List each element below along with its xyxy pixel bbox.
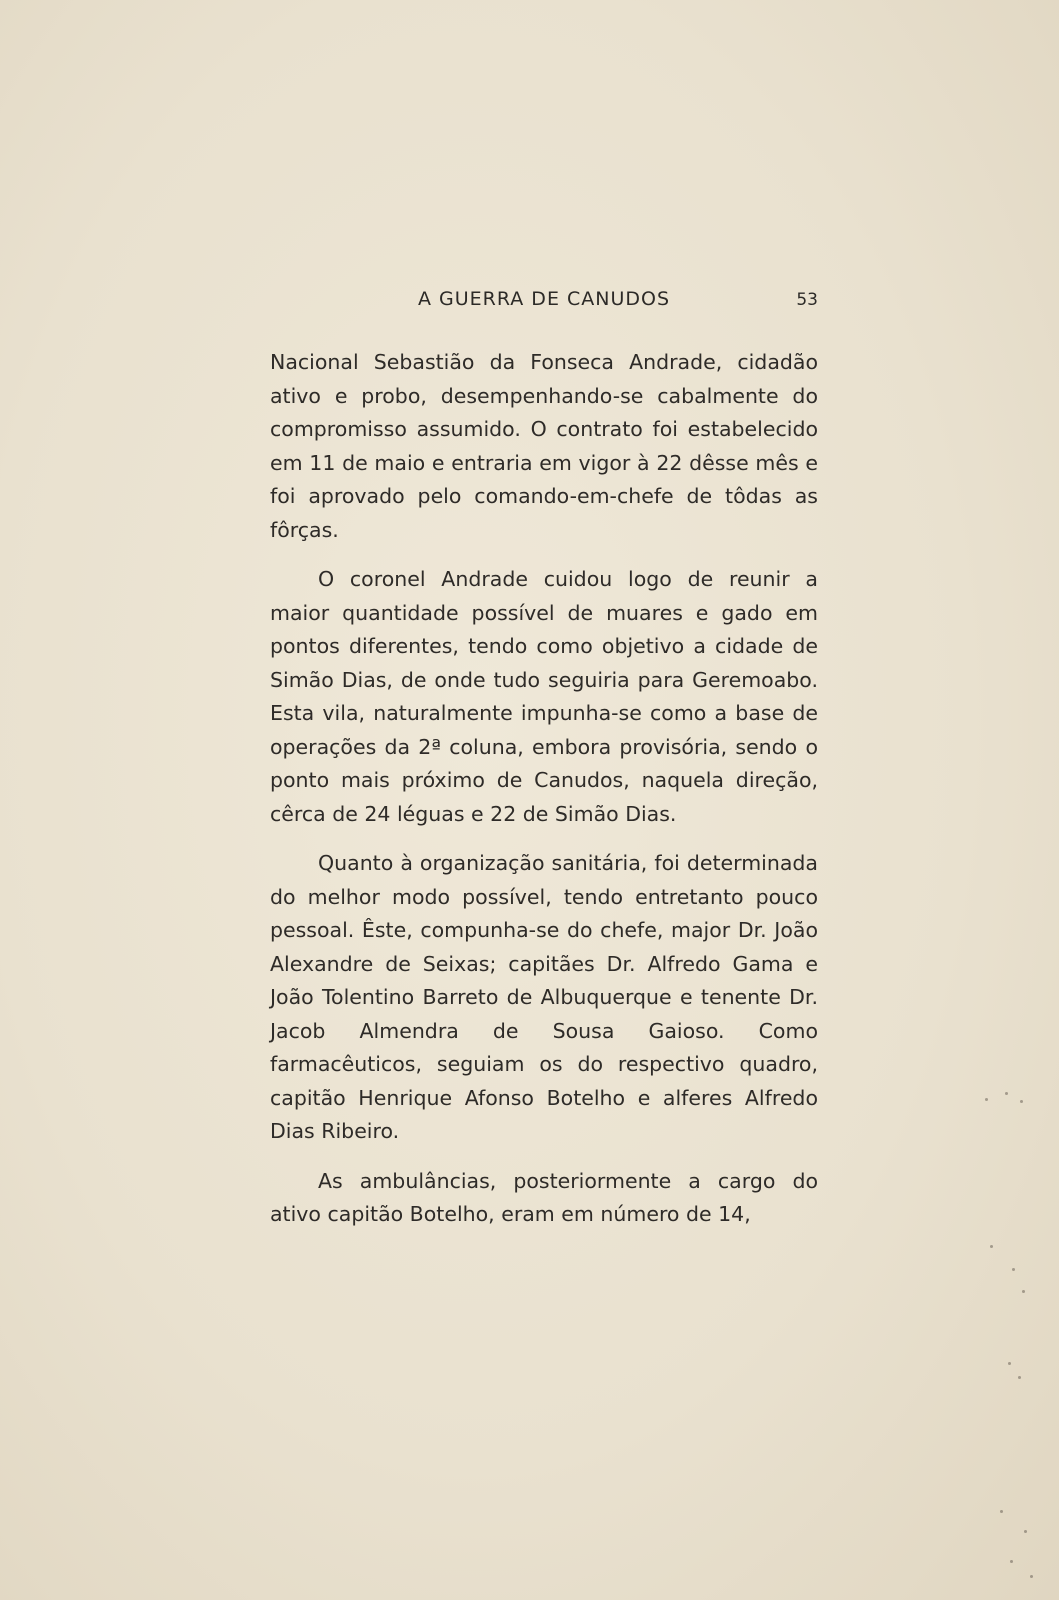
paper-speck [1008,1362,1011,1365]
paper-speck [990,1245,993,1248]
body-text [270,346,818,1248]
paper-speck [1012,1268,1015,1271]
paper-speck [1024,1530,1027,1533]
paper-speck [1010,1560,1013,1563]
running-title: A GUERRA DE CANUDOS [417,288,671,310]
paragraph-3: Quanto à organização sanitária, foi determinada do melhor modo possível, tendo entretanto pouco pessoal. Êste, compunha-se do chefe, major Dr. João Alexandre de Seixas; capitães Dr. Alfredo Gama e João Tolentino Barreto de Albuquerque e tenente Dr. Jacob Almendra de Sousa Gaioso. Como farmacêuticos, seguiam os do respectivo quadro, capitão Henrique Afonso Botelho e alferes Alfredo Dias Ribeiro. [270,851,818,1143]
paper-speck [1020,1100,1023,1103]
paper-speck [1000,1510,1003,1513]
paper-speck [1030,1575,1033,1578]
paper-speck [1005,1092,1008,1095]
running-head [270,284,818,314]
page-number: 53 [796,290,818,310]
paragraph-4: As ambulâncias, posteriormente a cargo do ativo capitão Botelho, eram em número de 14, [270,1168,818,1226]
paper-speck [1018,1376,1021,1379]
paragraph-1: Nacional Sebastião da Fonseca Andrade, cidadão ativo e probo, desempenhando-se cabalmente do compromisso assumido. O contrato foi estabelecido em 11 de maio e entraria em vigor à 22 dêsse mês e foi aprovado pelo comando-em-chefe de tôdas as fôrças. [270,350,818,542]
paper-speck [1022,1290,1025,1293]
paragraph-2: O coronel Andrade cuidou logo de reunir a maior quantidade possível de muares e gado em pontos diferentes, tendo como objetivo a cidade de Simão Dias, de onde tudo seguiria para Geremoabo. Esta vila, naturalmente impunha-se como a base de operações da 2ª coluna, embora provisória, sendo o ponto mais próximo de Canudos, naquela direção, cêrca de 24 léguas e 22 de Simão Dias. [270,567,818,826]
paper-speck [985,1098,988,1101]
